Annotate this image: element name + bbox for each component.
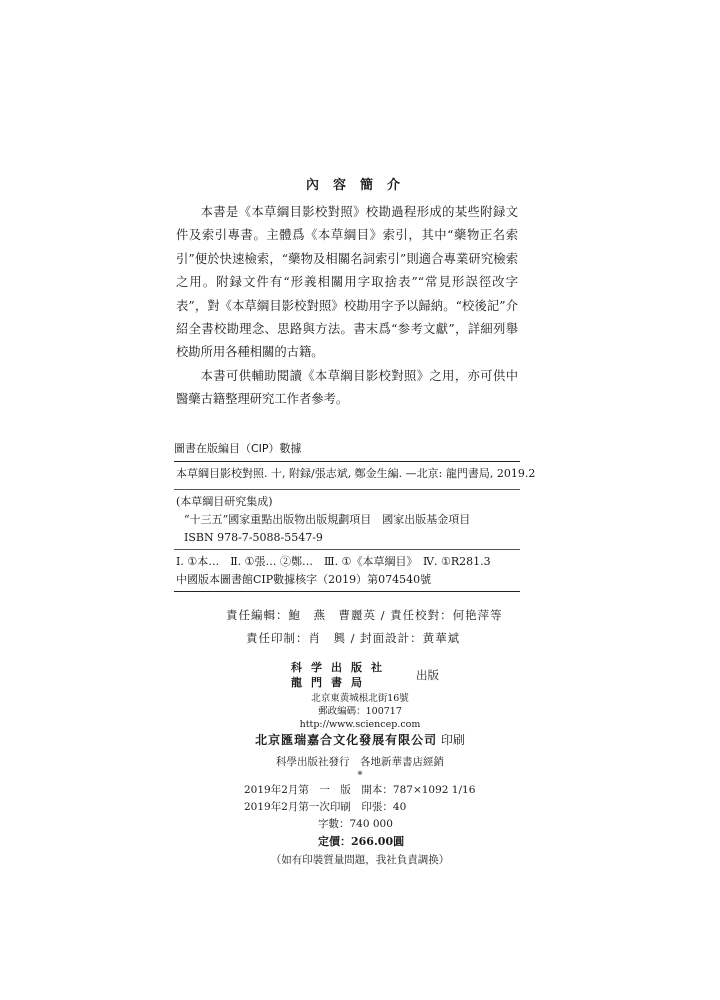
distribution-line: 科學出版社發行 各地新華書店經銷 bbox=[276, 756, 444, 768]
price: 定價：266.00圓 bbox=[318, 835, 405, 848]
credits-editors: 責任編輯：鮑 燕 曹麗英 / 責任校對：何艳萍等 bbox=[226, 608, 503, 622]
cip-classification: Ⅰ. ①本… Ⅱ. ①張… ②鄭… Ⅲ. ①《本草綱目》 Ⅳ. ①R281.3 bbox=[176, 555, 491, 568]
cip-title: 圖書在版編目（CIP）數據 bbox=[174, 440, 520, 462]
cip-series: (本草綱目研究集成) bbox=[176, 495, 273, 508]
separator-star: * bbox=[357, 770, 363, 781]
credits bbox=[226, 604, 503, 650]
quality-note: （如有印裝質量問題，我社負責調换） bbox=[270, 854, 450, 866]
printing-info: 2019年2月第一次印刷 印張：40 bbox=[244, 801, 407, 813]
imprint bbox=[0, 692, 720, 731]
printer-suffix: 印刷 bbox=[440, 733, 465, 747]
cip-isbn: ISBN 978-7-5088-5547-9 bbox=[184, 531, 323, 544]
publisher-science-press: 科学出版社 bbox=[291, 661, 391, 674]
intro-paragraph-1: 本書是《本草綱目影校對照》校勘過程形成的某些附録文件及索引專書。主體爲《本草綱目》索引，其中“藥物正名索引”便於快速檢索，“藥物及相關名詞索引”則適合專業研究檢索之用。附録文件有“形義相關用字取捨表”“常見形誤徑改字表”，對《本草綱目影校對照》校勘用字予以歸納。“校後記”介紹全書校勘理念、思路與方法。書末爲“参考文獻”，詳細列舉校勘所用各種相關的古籍。 bbox=[176, 205, 518, 360]
postal-code: 郵政編碼：100717 bbox=[318, 706, 402, 717]
cip-record-number: 中國版本圖書館CIP數據核字（2019）第074540號 bbox=[174, 571, 520, 592]
publisher-longmen: 龍門書局 bbox=[291, 676, 371, 689]
intro-body bbox=[176, 201, 518, 412]
intro-paragraph-2: 本書可供輔助閱讀《本草綱目影校對照》之用，亦可供中醫藥古籍整理研究工作者參考。 bbox=[176, 368, 518, 407]
cip-divider bbox=[174, 549, 520, 550]
edition-info: 2019年2月第 一 版 開本：787×1092 1/16 bbox=[244, 784, 476, 796]
cip-project: “十三五”國家重點出版物出版規劃項目 國家出版基金項目 bbox=[184, 513, 471, 526]
print-specs bbox=[244, 782, 475, 850]
cip-main-entry: 本草綱目影校對照. 十, 附録/張志斌, 鄭金生編. —北京: 龍門書局, 2019.2 bbox=[176, 467, 536, 480]
publisher-address: 北京東黄城根北街16號 bbox=[311, 693, 409, 704]
cip-block bbox=[174, 440, 536, 592]
credits-print-design: 責任印制：肖 興 / 封面設計：黄華斌 bbox=[246, 631, 461, 645]
printer-line bbox=[0, 731, 720, 748]
printer-name: 北京匯瑞嘉合文化發展有限公司 bbox=[255, 733, 438, 747]
intro-title: 內容簡介 bbox=[305, 178, 414, 193]
publisher-block bbox=[291, 660, 461, 690]
word-count: 字數：740 000 bbox=[318, 818, 393, 830]
publisher-names bbox=[291, 660, 391, 690]
publisher-url: http://www.sciencep.com bbox=[299, 719, 421, 730]
publisher-suffix: 出版 bbox=[416, 668, 439, 682]
cip-divider bbox=[174, 489, 520, 490]
